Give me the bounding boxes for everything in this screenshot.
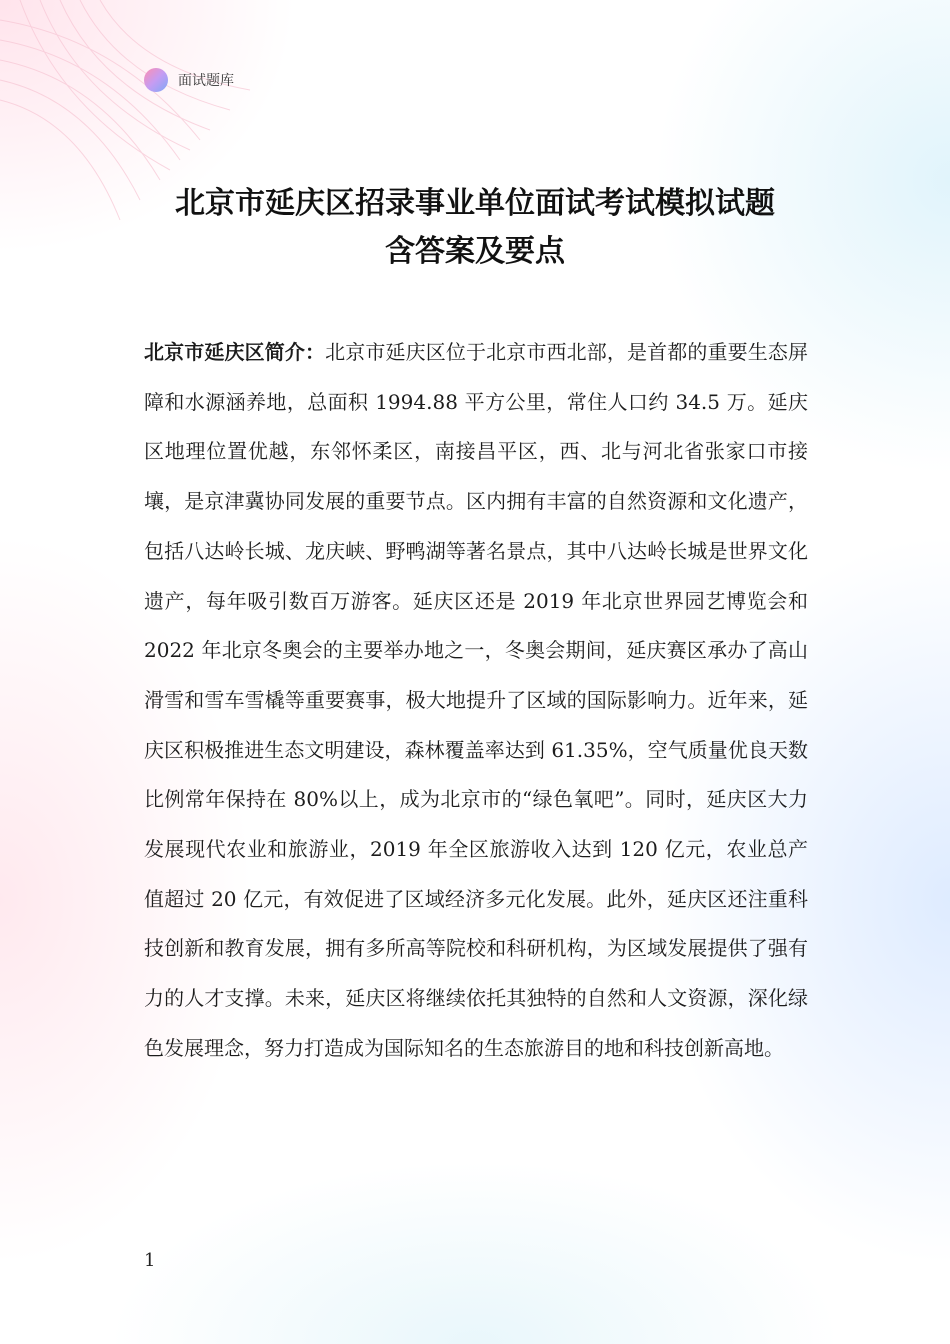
intro-text: 北京市延庆区位于北京市西北部，是首都的重要生态屏障和水源涵养地，总面积 1994.88 平方公里，常住人口约 34.5 万。延庆区地理位置优越，东邻怀柔区，南接昌平区，西、北与河北省张家口市接壤，是京津冀协同发展的重要节点。区内拥有丰富的自然资源和文化遗产，包括八达岭长城、龙庆峡、野鸭湖等著名景点，其中八达岭长城是世界文化遗产，每年吸引数百万游客。延庆区还是 2019 年北京世界园艺博览会和 2022 年北京冬奥会的主要举办地之一，冬奥会期间，延庆赛区承办了高山滑雪和雪车雪橇等重要赛事，极大地提升了区域的国际影响力。近年来，延庆区积极推进生态文明建设，森林覆盖率达到 61.35%，空气质量优良天数比例常年保持在 80%以上，成为北京市的“绿色氧吧”。同时，延庆区大力发展现代农业和旅游业，2019 年全区旅游收入达到 120 亿元，农业总产值超过 20 亿元，有效促进了区域经济多元化发展。此外，延庆区还注重科技创新和教育发展，拥有多所高等院校和科研机构，为区域发展提供了强有力的人才支撑。未来，延庆区将继续依托其独特的自然和人文资源，深化绿色发展理念，努力打造成为国际知名的生态旅游目的地和科技创新高地。 <box>144 340 808 1060</box>
intro-paragraph <box>144 328 808 1074</box>
intro-label: 北京市延庆区简介： <box>144 340 326 364</box>
header-label: 面试题库 <box>178 73 234 89</box>
document-title <box>100 180 850 276</box>
header <box>144 68 234 92</box>
title-line-1: 北京市延庆区招录事业单位面试考试模拟试题 <box>175 186 775 221</box>
page-number: 1 <box>144 1250 156 1271</box>
logo-circle-icon <box>144 68 168 92</box>
title-line-2: 含答案及要点 <box>385 234 565 269</box>
